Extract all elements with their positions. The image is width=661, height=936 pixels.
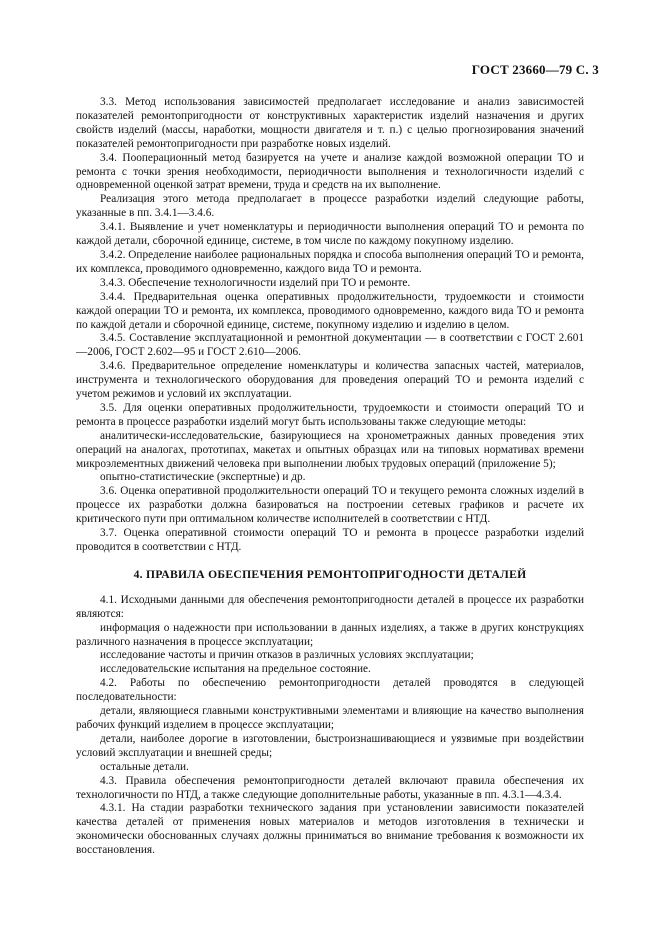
paragraph-4-1: 4.1. Исходными данными для обеспечения ремонтопригодности деталей в процессе их разработки являются: xyxy=(76,593,584,620)
paragraph-3-4-3: 3.4.3. Обеспечение технологичности изделий при ТО и ремонте. xyxy=(100,276,411,289)
paragraph-3-4-4: 3.4.4. Предварительная оценка оперативных продолжительности, трудоемкости и стоимости каждой операции ТО и ремонта, их комплекса, проводимого одновременно, каждого вида ТО и ремонта по каждой детали и сборочной единице, системе, покупному изделию и изделию в целом. xyxy=(76,290,584,331)
paragraph-4-1-item-failures: исследование частоты и причин отказов в различных условиях эксплуатации; xyxy=(100,649,474,662)
paragraph-4-2-item-other: остальные детали. xyxy=(100,760,189,773)
paragraph-3-4-1: 3.4.1. Выявление и учет номенклатуры и периодичности выполнения операций ТО и ремонта по каждой детали, сборочной единице, системе, в том числе по каждому покупному изделию. xyxy=(76,221,584,248)
paragraph-3-5: 3.5. Для оценки оперативных продолжительности, трудоемкости и стоимости операций ТО и ремонта в процессе разработки изделий могут быть использованы также следующие методы: xyxy=(76,401,584,428)
paragraph-4-3-1: 4.3.1. На стадии разработки технического задания при установлении зависимости показателей качества деталей от применения новых материалов и методов изготовления в технически и экономически обоснованных случаях должны приниматься во внимание требования к возможности их восстановления. xyxy=(76,802,584,857)
running-header: ГОСТ 23660—79 С. 3 xyxy=(471,62,599,77)
document-body xyxy=(76,96,584,858)
paragraph-3-7: 3.7. Оценка оперативной стоимости операций ТО и ремонта в процессе разработки изделий проводится в соответствии с НТД. xyxy=(76,527,584,553)
paragraph-3-4-5: 3.4.5. Составление эксплуатационной и ремонтной документации — в соответствии с ГОСТ 2.601—2006, ГОСТ 2.602—95 и ГОСТ 2.610—2006. xyxy=(76,332,584,359)
paragraph-3-3: 3.3. Метод использования зависимостей предполагает исследование и анализ зависимостей показателей ремонтопригодности от конструктивных характеристик изделий назначения и других свойств изделий (массы, наработки, мощности двигателя и т. п.) с целью прогнозирования значений показателей ремонтопригодности при разработке новых изделий. xyxy=(76,96,584,150)
paragraph-4-3: 4.3. Правила обеспечения ремонтопригодности деталей включают правила обеспечения их технологичности по НТД, а также следующие дополнительные работы, указанные в пп. 4.3.1—4.3.4. xyxy=(76,774,584,801)
paragraph-4-1-item-tests: исследовательские испытания на предельное состояние. xyxy=(100,663,371,676)
paragraph-3-6: 3.6. Оценка оперативной продолжительности операций ТО и текущего ремонта сложных изделий в процессе их разработки должна базироваться на построении сетевых графиков и расчете их критического пути при оптимальном количестве исполнителей в соответствии с НТД. xyxy=(76,485,584,526)
paragraph-3-4-2: 3.4.2. Определение наиболее рациональных порядка и способа выполнения операций ТО и ремонта, их комплекса, проводимого одновременно, каждого вида ТО и ремонта. xyxy=(76,248,584,275)
paragraph-3-4-6: 3.4.6. Предварительное определение номенклатуры и количества запасных частей, материалов, инструмента и технологического оборудования для проведения операций ТО и ремонта изделий с учетом режимов и условий их эксплуатации. xyxy=(76,360,584,401)
paragraph-3-5-method-analytic: аналитически-исследовательские, базирующиеся на хронометражных данных проведения этих операций на аналогах, прототипах, макетах и опытных образцах или на типовых нормативах времени микроэлементных движений человека при выполнении любых трудовых операций (приложение 5); xyxy=(76,429,584,470)
paragraph-4-1-item-info: информация о надежности при использовании в данных изделиях, а также в других конструкциях различного назначения в процессе эксплуатации; xyxy=(76,621,584,648)
paragraph-4-2-item-expensive: детали, наиболее дорогие в изготовлении, быстроизнашивающиеся и уязвимые при воздействии условий эксплуатации и внешней среды; xyxy=(76,732,584,759)
paragraph-3-4: 3.4. Пооперационный метод базируется на учете и анализе каждой возможной операции ТО и ремонта с точки зрения необходимости, периодичности выполнения и технологичности изделий с одновременной оценкой затрат времени, труда и средств на их выполнение. xyxy=(76,151,584,192)
paragraph-4-2: 4.2. Работы по обеспечению ремонтопригодности деталей проводятся в следующей последовательности: xyxy=(76,677,584,704)
paragraph-3-4-intro: Реализация этого метода предполагает в процессе разработки изделий следующие работы, указанные в пп. 3.4.1—3.4.6. xyxy=(76,193,584,220)
section-4-title: 4. ПРАВИЛА ОБЕСПЕЧЕНИЯ РЕМОНТОПРИГОДНОСТИ ДЕТАЛЕЙ xyxy=(133,567,527,581)
paragraph-4-2-item-main: детали, являющиеся главными конструктивными элементами и влияющие на качество выполнения рабочих функций изделием в процессе эксплуатации; xyxy=(76,705,584,731)
paragraph-3-5-method-expert: опытно-статистические (экспертные) и др. xyxy=(100,471,306,484)
